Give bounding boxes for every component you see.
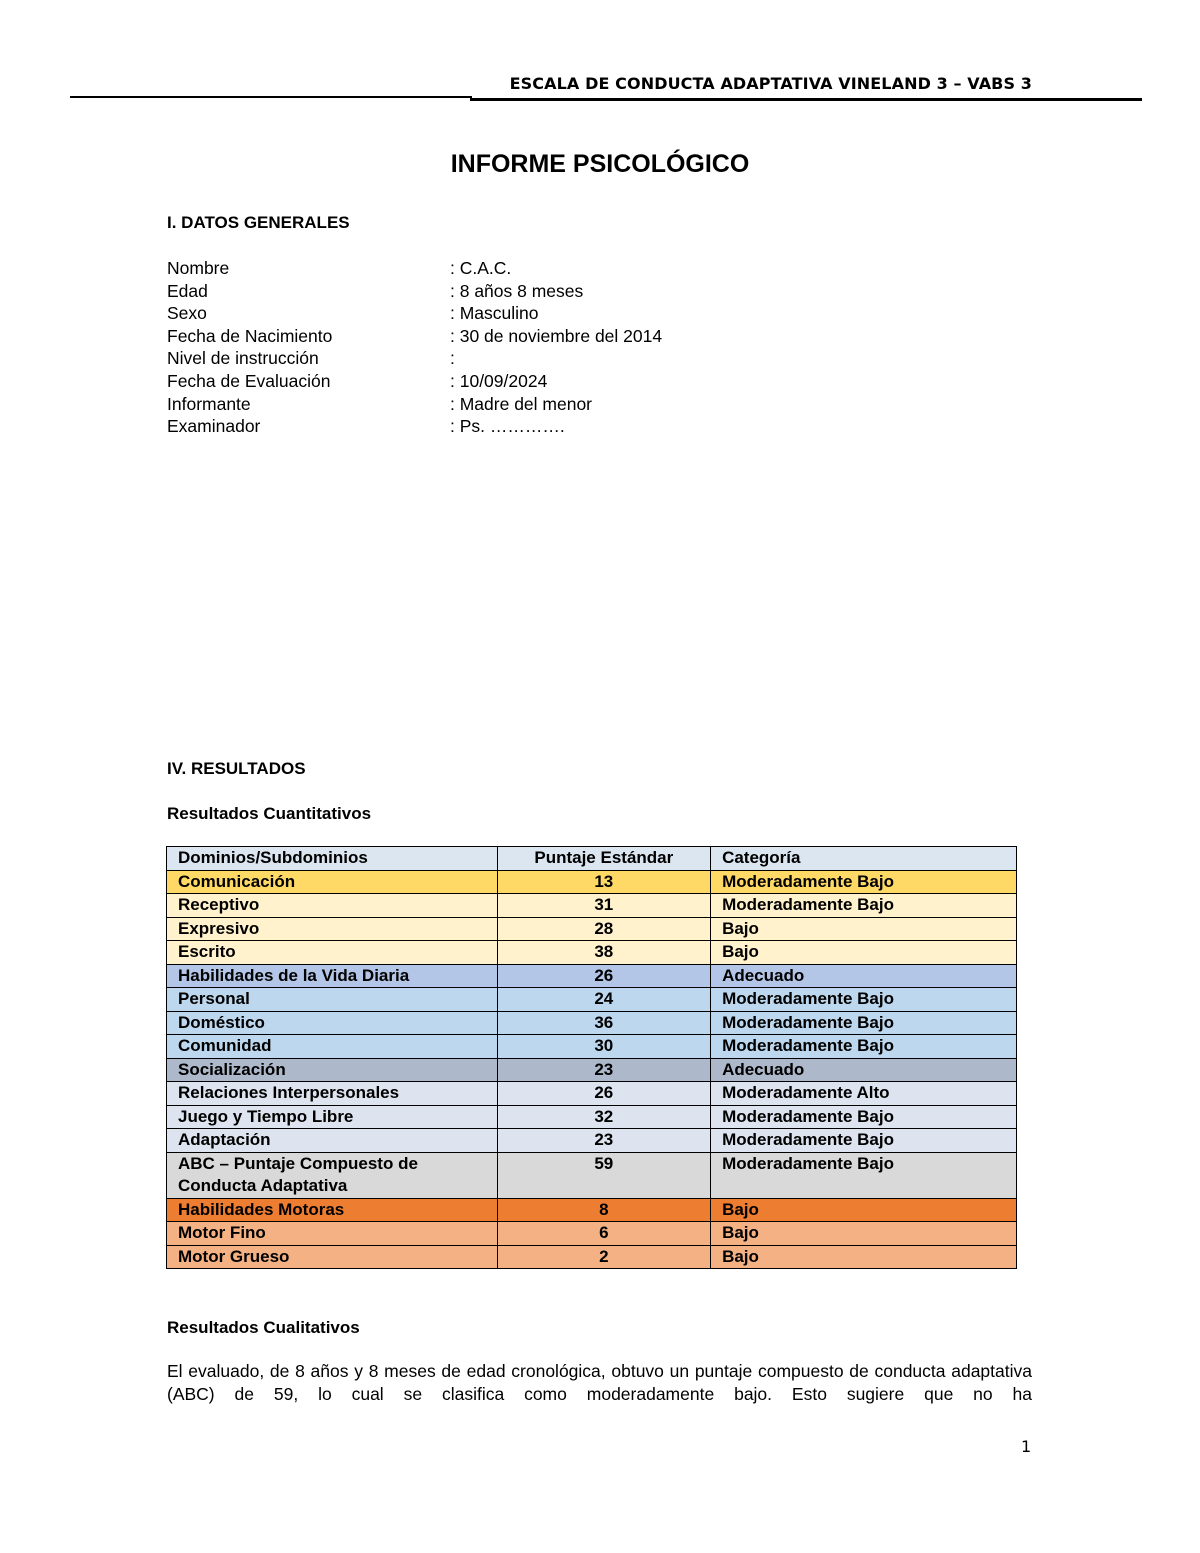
table-row [167,1035,1017,1059]
cell-score: 26 [497,964,711,988]
info-label: Fecha de Nacimiento [167,325,333,346]
cell-score: 26 [497,1082,711,1106]
info-value: : C.A.C. [450,258,512,278]
table-row [167,941,1017,965]
table-row [167,894,1017,918]
cell-score: 28 [497,917,711,941]
cell-score: 32 [497,1105,711,1129]
cell-score: 6 [497,1222,711,1246]
cell-score: 31 [497,894,711,918]
cell-category: Bajo [711,941,1017,965]
cell-category: Moderadamente Bajo [711,1011,1017,1035]
cell-domain: Doméstico [167,1011,498,1035]
table-row [167,988,1017,1012]
info-row [167,347,662,370]
cell-score: 36 [497,1011,711,1035]
cell-score: 23 [497,1129,711,1153]
cell-domain: Expresivo [167,917,498,941]
info-row [167,370,662,393]
info-label: Edad [167,280,208,301]
info-label: Fecha de Evaluación [167,370,331,391]
cell-score: 13 [497,870,711,894]
header-rule-left [70,96,472,98]
cell-category: Moderadamente Bajo [711,1035,1017,1059]
info-row [167,302,662,325]
cell-category: Adecuado [711,964,1017,988]
page-number: 1 [1021,1437,1032,1456]
info-label: Nivel de instrucción [167,348,319,369]
cell-domain: Adaptación [167,1129,498,1153]
cell-domain: Relaciones Interpersonales [167,1082,498,1106]
info-label: Nombre [167,258,230,278]
table-row [167,964,1017,988]
cell-score: 23 [497,1058,711,1082]
table-row [167,870,1017,894]
qualitative-paragraph: El evaluado, de 8 años y 8 meses de edad cronológica, obtuvo un puntaje compuesto de conducta adaptativa (ABC) de 59, lo cual se clasifica como moderadamente bajo. Esto sugiere que no ha [167,1361,1032,1404]
info-label: Examinador [167,416,261,437]
table-row [167,1245,1017,1269]
cell-category: Adecuado [711,1058,1017,1082]
cell-category: Bajo [711,1222,1017,1246]
table-row [167,917,1017,941]
table-header-row [167,847,1017,871]
table-row [167,1082,1017,1106]
info-value: : 30 de noviembre del 2014 [450,325,663,346]
cell-domain: Personal [167,988,498,1012]
cell-domain: Habilidades Motoras [167,1198,498,1222]
info-value: : Ps. …………. [450,416,565,437]
cell-domain: Socialización [167,1058,498,1082]
cell-domain: Juego y Tiempo Libre [167,1105,498,1129]
cell-domain: ABC – Puntaje Compuesto de Conducta Adaptativa [167,1152,498,1198]
table-row [167,1011,1017,1035]
cell-domain: Motor Grueso [167,1245,498,1269]
info-label: Informante [167,393,251,414]
header-category: Categoría [711,847,1017,871]
table-row [167,1105,1017,1129]
info-value: : 8 años 8 meses [450,280,584,301]
general-data-list [167,257,662,438]
cell-category: Moderadamente Bajo [711,1152,1017,1198]
cell-domain: Escrito [167,941,498,965]
document-title: INFORME PSICOLÓGICO [450,150,750,178]
cell-domain: Comunicación [167,870,498,894]
cell-category: Moderadamente Bajo [711,894,1017,918]
cell-domain: Motor Fino [167,1222,498,1246]
subheading-quantitative: Resultados Cuantitativos [167,804,372,823]
cell-category: Moderadamente Bajo [711,1129,1017,1153]
info-value: : Madre del menor [450,393,593,414]
section-heading-results: IV. RESULTADOS [167,759,306,778]
table-row [167,1222,1017,1246]
cell-category: Moderadamente Bajo [711,1105,1017,1129]
cell-score: 38 [497,941,711,965]
header-score: Puntaje Estándar [497,847,711,871]
info-row [167,325,662,348]
header-domain: Dominios/Subdominios [167,847,498,871]
cell-category: Moderadamente Bajo [711,870,1017,894]
table-row [167,1152,1017,1198]
table-row [167,1198,1017,1222]
info-row [167,257,662,280]
cell-domain: Comunidad [167,1035,498,1059]
running-header: ESCALA DE CONDUCTA ADAPTATIVA VINELAND 3 – VABS 3 [509,74,1032,93]
cell-category: Bajo [711,1198,1017,1222]
cell-category: Moderadamente Bajo [711,988,1017,1012]
results-table [166,846,1017,1269]
subheading-qualitative: Resultados Cualitativos [167,1318,360,1337]
info-value: : [450,348,455,369]
cell-score: 8 [497,1198,711,1222]
info-row [167,415,662,438]
section-heading-general: I. DATOS GENERALES [167,213,350,232]
cell-score: 2 [497,1245,711,1269]
cell-score: 30 [497,1035,711,1059]
info-label: Sexo [167,303,207,324]
header-rule-right [470,98,1142,101]
table-row [167,1058,1017,1082]
table-row [167,1129,1017,1153]
info-row [167,393,662,416]
cell-category: Moderadamente Alto [711,1082,1017,1106]
cell-category: Bajo [711,917,1017,941]
cell-domain: Habilidades de la Vida Diaria [167,964,498,988]
cell-domain: Receptivo [167,894,498,918]
info-value: : Masculino [450,303,539,324]
info-row [167,280,662,303]
cell-category: Bajo [711,1245,1017,1269]
cell-score: 24 [497,988,711,1012]
info-value: : 10/09/2024 [450,370,548,391]
cell-score: 59 [497,1152,711,1198]
